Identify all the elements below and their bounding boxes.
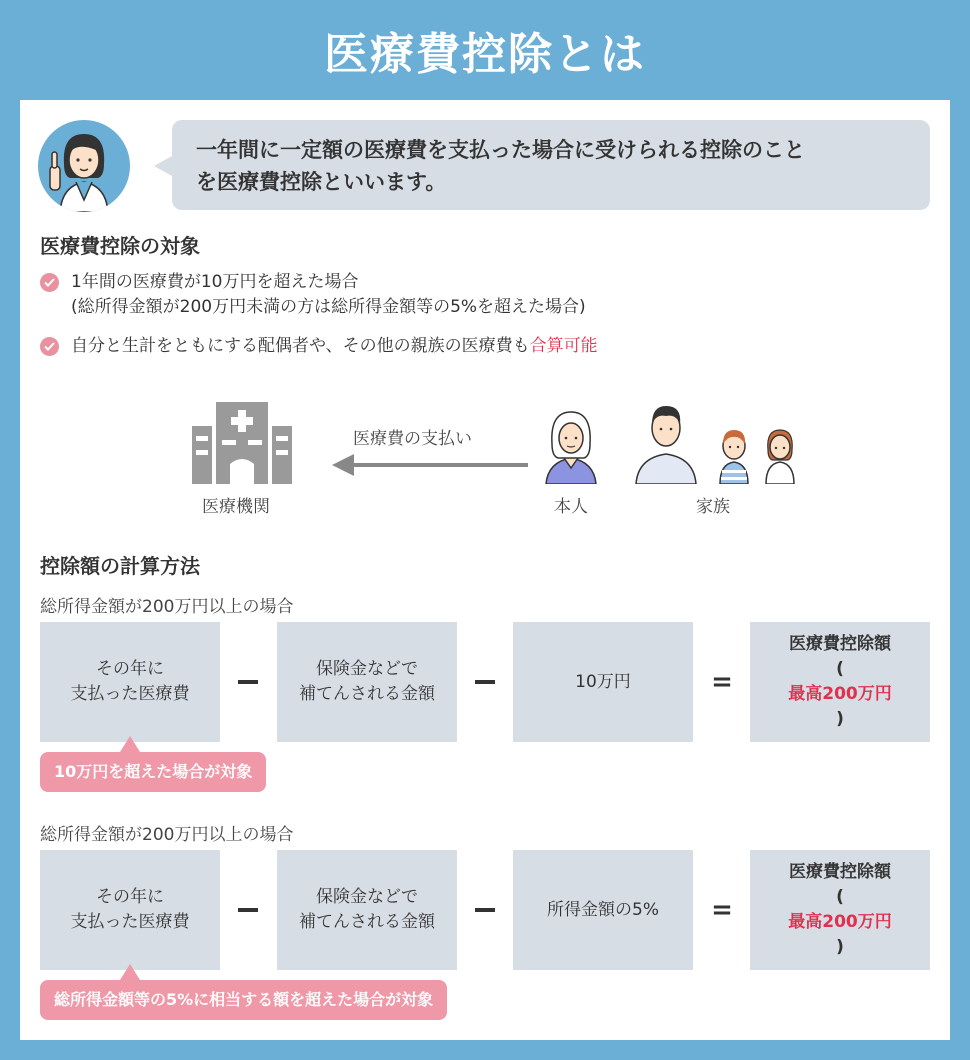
- calc-heading: 控除額の計算方法: [40, 554, 200, 578]
- page-title: 医療費控除とは: [324, 29, 646, 80]
- case-1-threshold-box: [513, 622, 693, 742]
- case-2-medical-expense-box: [40, 850, 220, 970]
- equals-sign: =: [711, 667, 733, 697]
- case-2-insurance-box: [277, 850, 457, 970]
- case-2-box-3-text: 所得金額の5%: [547, 899, 659, 920]
- speech-bubble: [172, 120, 930, 210]
- self-label: 本人: [554, 497, 588, 517]
- case-1-result-box: 医療費控除額 ( 最高200万円 ): [750, 622, 930, 742]
- hospital-icon: [192, 402, 292, 484]
- case-1-box-2-line-1: 保険金などで: [316, 659, 418, 679]
- case-1-box-3-text: 10万円: [575, 671, 631, 692]
- minus-sign: [238, 680, 258, 684]
- case-1-insurance-box: [277, 622, 457, 742]
- case-1-box-2-line-2: 補てんされる金額: [299, 684, 435, 704]
- minus-sign: [475, 908, 495, 912]
- case-1-box-1-line-1: その年に: [96, 659, 164, 679]
- case-2-threshold-box: [513, 850, 693, 970]
- target-item-1: [40, 270, 586, 320]
- check-icon: [40, 273, 59, 292]
- target-item-1-line-1: 1年間の医療費が10万円を超えた場合: [71, 272, 359, 292]
- case-2-result-box: 医療費控除額 ( 最高200万円 ): [750, 850, 930, 970]
- left-arrow-icon: [332, 454, 528, 476]
- case-2-box-2-line-2: 補てんされる金額: [299, 912, 435, 932]
- case-2-box-1-line-2: 支払った医療費: [70, 912, 190, 932]
- intro-line-2: を医療費控除といいます。: [196, 170, 447, 194]
- target-heading: 医療費控除の対象: [40, 234, 200, 258]
- minus-sign: [238, 908, 258, 912]
- case-1-medical-expense-box: [40, 622, 220, 742]
- case-1-result-title: 医療費控除額: [789, 634, 891, 654]
- case-2-note-pill: 総所得金額等の5%に相当する額を超えた場合が対象: [40, 980, 447, 1020]
- hospital-label: 医療機関: [202, 497, 270, 517]
- equals-sign: =: [711, 895, 733, 925]
- case-2-result-title: 医療費控除額: [789, 862, 891, 882]
- case-1-note-pill: 10万円を超えた場合が対象: [40, 752, 266, 792]
- check-icon: [40, 337, 59, 356]
- case-2-label: 総所得金額が200万円以上の場合: [40, 825, 294, 845]
- case-1-label: 総所得金額が200万円以上の場合: [40, 597, 294, 617]
- target-item-2-highlight: 合算可能: [529, 336, 598, 356]
- minus-sign: [475, 680, 495, 684]
- family-label: 家族: [696, 497, 730, 517]
- advisor-avatar: [38, 120, 130, 212]
- case-2-result-max: 最高200万円: [788, 912, 892, 932]
- case-2-box-1-line-1: その年に: [96, 887, 164, 907]
- target-item-2: [40, 334, 598, 359]
- content-card: [20, 100, 950, 1040]
- target-item-2-text: 自分と生計をともにする配偶者や、その他の親族の医療費も: [71, 336, 530, 356]
- payment-arrow-label: 医療費の支払い: [353, 429, 472, 449]
- intro-line-1: 一年間に一定額の医療費を支払った場合に受けられる控除のこと: [196, 138, 805, 162]
- case-1-result-max: 最高200万円: [788, 684, 892, 704]
- family-icon: [632, 402, 812, 484]
- case-2-box-2-line-1: 保険金などで: [316, 887, 418, 907]
- self-person-icon: [536, 400, 606, 484]
- target-item-1-line-2: (総所得金額が200万円未満の方は総所得金額等の5%を超えた場合): [71, 297, 586, 317]
- case-1-box-1-line-2: 支払った医療費: [70, 684, 190, 704]
